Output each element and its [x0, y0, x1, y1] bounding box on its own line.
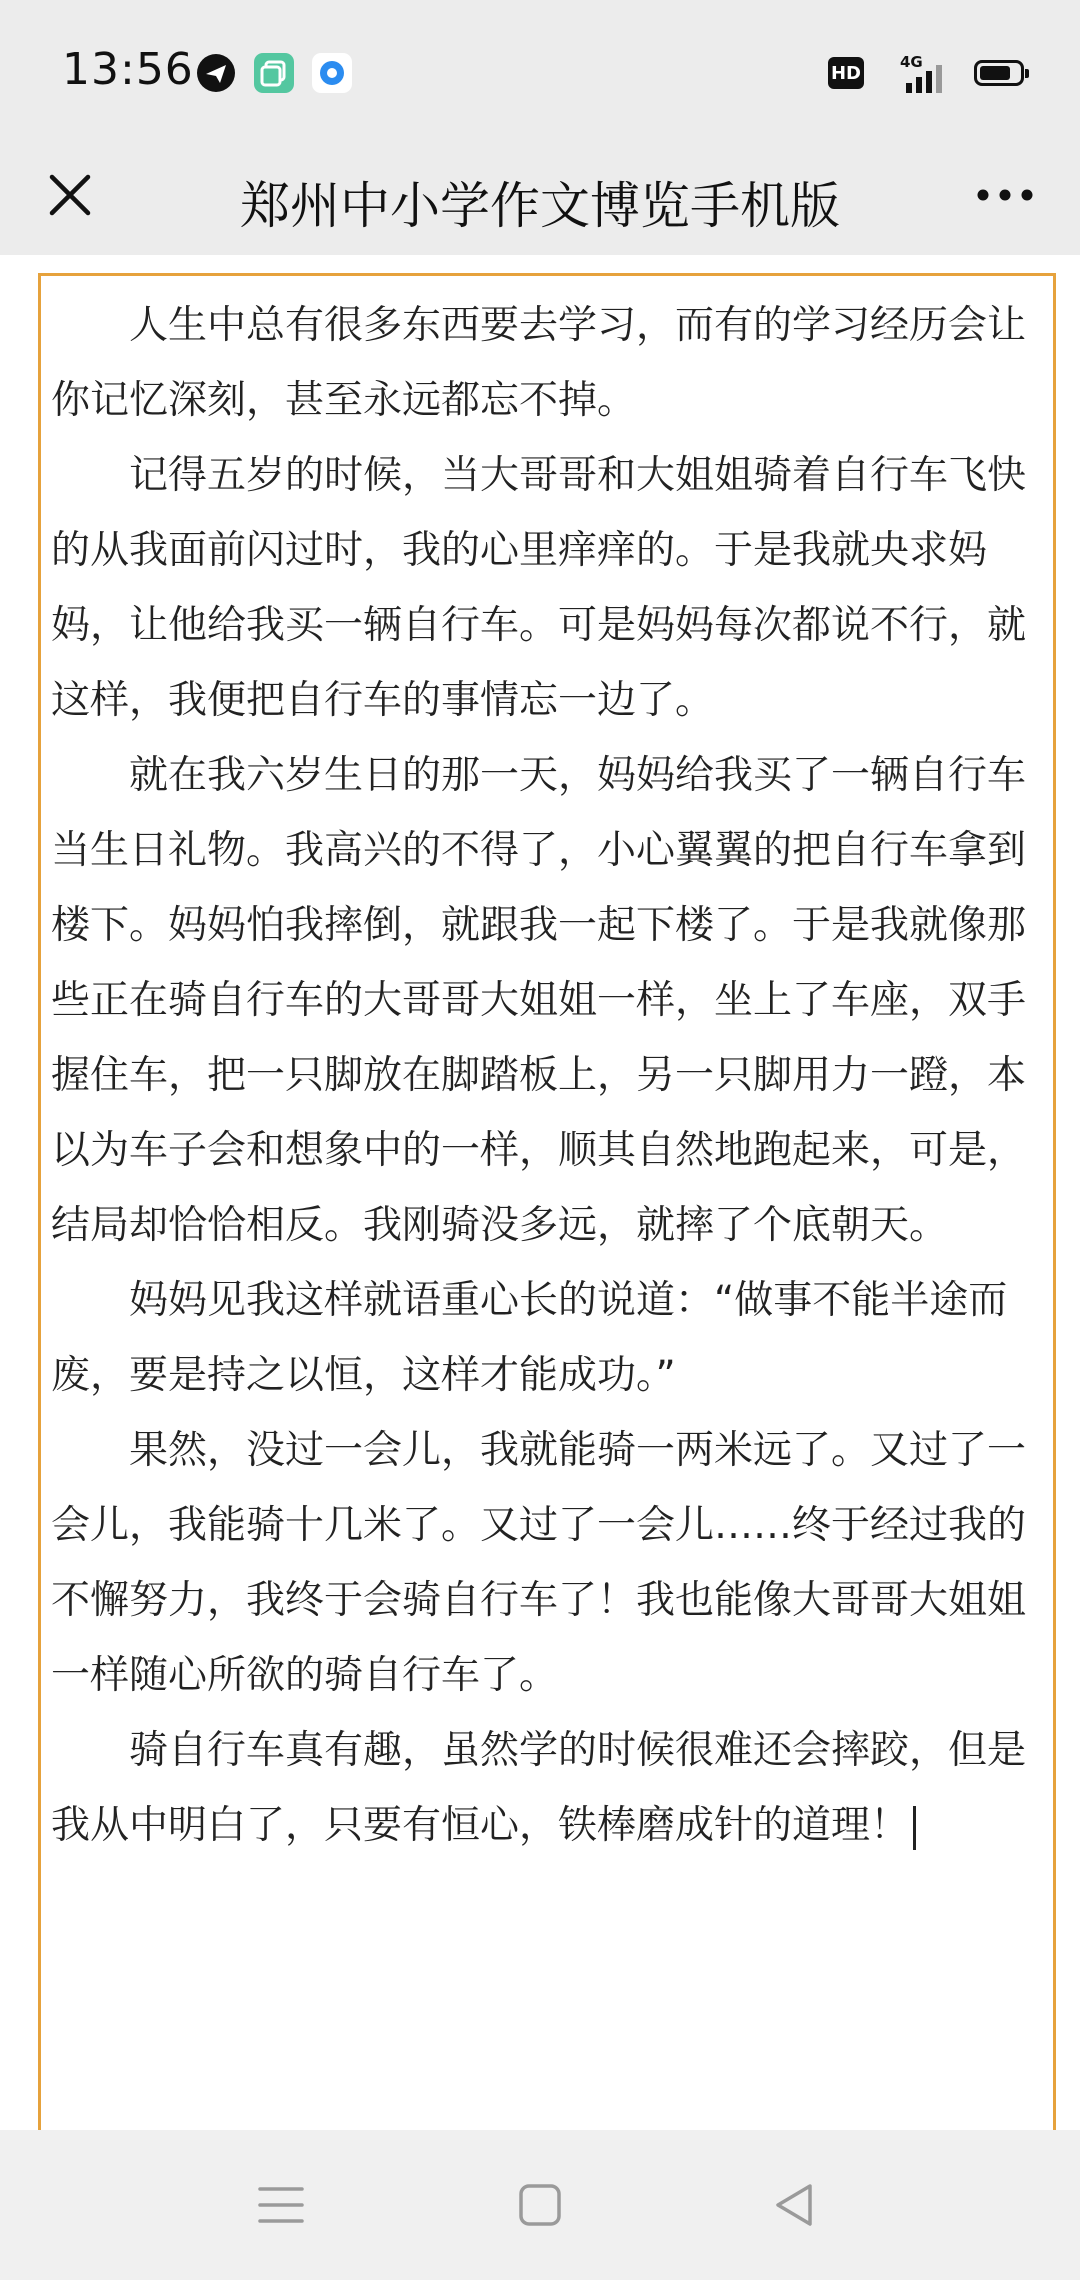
essay-paragraph: 就在我六岁生日的那一天，妈妈给我买了一辆自行车当生日礼物。我高兴的不得了，小心翼翼的把自行车拿到楼下。妈妈怕我摔倒，就跟我一起下楼了。于是我就像那些正在骑自行车的大哥哥大姐姐一样，坐上了车座，双手握住车，把一只脚放在脚踏板上，另一只脚用力一蹬，本以为车子会和想象中的一样，顺其自然地跑起来，可是，结局却恰恰相反。我刚骑没多远，就摔了个底朝天。	[51, 753, 1027, 1248]
paper-plane-app-icon	[196, 53, 236, 93]
network-type-label: 4G	[900, 53, 923, 71]
content-area[interactable]	[0, 255, 1080, 2130]
essay-paragraph-last	[51, 1713, 1051, 1863]
back-triangle-icon	[770, 2180, 820, 2230]
essay-paragraph-text: 骑自行车真有趣，虽然学的时候很难还会摔跤，但是我从中明白了，只要有恒心，铁棒磨成针的道理！	[51, 1728, 1027, 1848]
essay-paragraph: 妈妈见我这样就语重心长的说道：“做事不能半途而废，要是持之以恒，这样才能成功。”	[51, 1278, 1008, 1398]
navigation-bar	[0, 2130, 1080, 2280]
title-bar	[0, 140, 1080, 255]
home-square-icon	[515, 2180, 565, 2230]
status-time: 13:56	[62, 44, 194, 95]
hd-badge: HD	[828, 57, 864, 89]
more-dots-icon	[975, 188, 1035, 202]
menu-button[interactable]	[246, 2170, 316, 2240]
page-title: 郑州中小学作文博览手机版	[240, 177, 840, 235]
status-bar	[0, 0, 1080, 140]
text-caret	[913, 1806, 916, 1850]
close-icon	[46, 171, 94, 219]
home-button[interactable]	[505, 2170, 575, 2240]
essay-paragraph: 果然，没过一会儿，我就能骑一两米远了。又过了一会儿，我能骑十几米了。又过了一会儿……终于经过我的不懈努力，我终于会骑自行车了！我也能像大哥哥大姐姐一样随心所欲的骑自行车了。	[51, 1428, 1027, 1698]
essay-body	[51, 288, 1051, 1863]
menu-icon	[256, 2183, 306, 2227]
status-indicators	[828, 50, 1024, 96]
essay-paragraph: 记得五岁的时候，当大哥哥和大姐姐骑着自行车飞快的从我面前闪过时，我的心里痒痒的。于是我就央求妈妈，让他给我买一辆自行车。可是妈妈每次都说不行，就这样，我便把自行车的事情忘一边了。	[51, 453, 1027, 723]
target-app-icon	[312, 53, 352, 93]
back-button[interactable]	[760, 2170, 830, 2240]
essay-text-area[interactable]	[38, 273, 1056, 2130]
signal-icon	[886, 53, 952, 93]
more-options-button[interactable]	[960, 155, 1050, 235]
battery-level-fill	[980, 66, 1010, 80]
essay-paragraph: 人生中总有很多东西要去学习，而有的学习经历会让你记忆深刻，甚至永远都忘不掉。	[51, 303, 1027, 423]
close-button[interactable]	[30, 155, 110, 235]
battery-icon	[974, 60, 1024, 86]
copy-app-icon	[254, 53, 294, 93]
